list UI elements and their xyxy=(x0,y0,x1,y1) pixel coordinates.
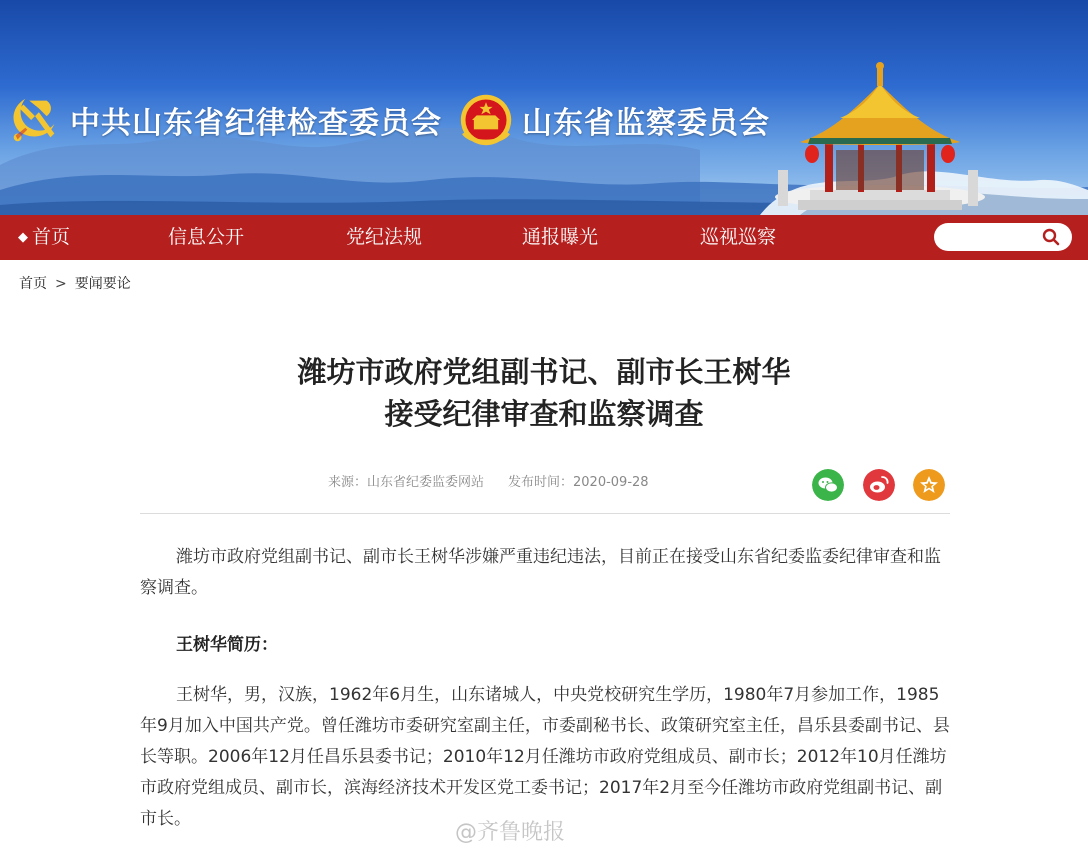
article-paragraph-1: 潍坊市政府党组副书记、副市长王树华涉嫌严重违纪违法，目前正在接受山东省纪委监委纪律审查和监察调查。 xyxy=(140,547,941,598)
breadcrumb-home[interactable]: 首页 xyxy=(19,276,47,292)
divider xyxy=(140,513,950,514)
article-paragraph-2: 王树华，男，汉族，1962年6月生，山东诸城人，中央党校研究生学历，1980年7月参加工作，1985年9月加入中国共产党。曾任潍坊市委研究室副主任，市委副秘书长、政策研究室主任，昌乐县委副书记、县长等职。2006年12月任昌乐县委书记；2010年12月任潍坊市政府党组成员、副市长；2012年10月任潍坊市政府党组成员、副市长，滨海经济技术开发区党工委书记；2017年2月至今任潍坊市政府党组副书记、副市长。 xyxy=(140,685,950,829)
party-emblem-icon xyxy=(6,91,64,149)
nav-item-info-disclosure[interactable]: 信息公开 xyxy=(168,226,245,248)
main-nav xyxy=(0,215,1088,260)
article-date: 发布时间：2020-09-28 xyxy=(508,475,649,490)
weibo-icon[interactable] xyxy=(863,469,895,501)
favorite-icon[interactable] xyxy=(913,469,945,501)
wechat-icon[interactable] xyxy=(812,469,844,501)
nav-item-exposure[interactable]: 通报曝光 xyxy=(522,226,599,248)
pavilion-illustration xyxy=(770,62,990,215)
search-box xyxy=(934,223,1072,251)
nav-item-party-regulations[interactable]: 党纪法规 xyxy=(346,226,423,248)
breadcrumb xyxy=(19,273,131,293)
header-logo-group xyxy=(6,90,770,150)
article-meta xyxy=(328,471,649,490)
weibo-watermark: @齐鲁晚报 xyxy=(455,820,566,845)
breadcrumb-separator: > xyxy=(55,276,67,292)
nav-item-home-label: 首页 xyxy=(32,226,71,248)
nav-item-inspection[interactable]: 巡视巡察 xyxy=(700,226,777,248)
breadcrumb-current[interactable]: 要闻要论 xyxy=(74,276,131,292)
header-banner xyxy=(0,0,1088,215)
org-name-ccdi: 中共山东省纪律检查委员会 xyxy=(70,106,442,141)
article-title-line1: 潍坊市政府党组副书记、副市长王树华 xyxy=(297,355,791,389)
article-source: 来源：山东省纪委监委网站 xyxy=(328,475,485,490)
home-icon: ◆ xyxy=(18,230,28,245)
search-input[interactable] xyxy=(944,223,1048,251)
resume-heading: 王树华简历： xyxy=(176,635,278,655)
search-icon[interactable] xyxy=(1042,228,1060,246)
nav-item-home[interactable] xyxy=(18,215,70,260)
org-name-supervision: 山东省监察委员会 xyxy=(522,106,770,141)
article-title-line2: 接受纪律审查和监察调查 xyxy=(384,397,704,431)
national-emblem-icon xyxy=(458,92,514,148)
